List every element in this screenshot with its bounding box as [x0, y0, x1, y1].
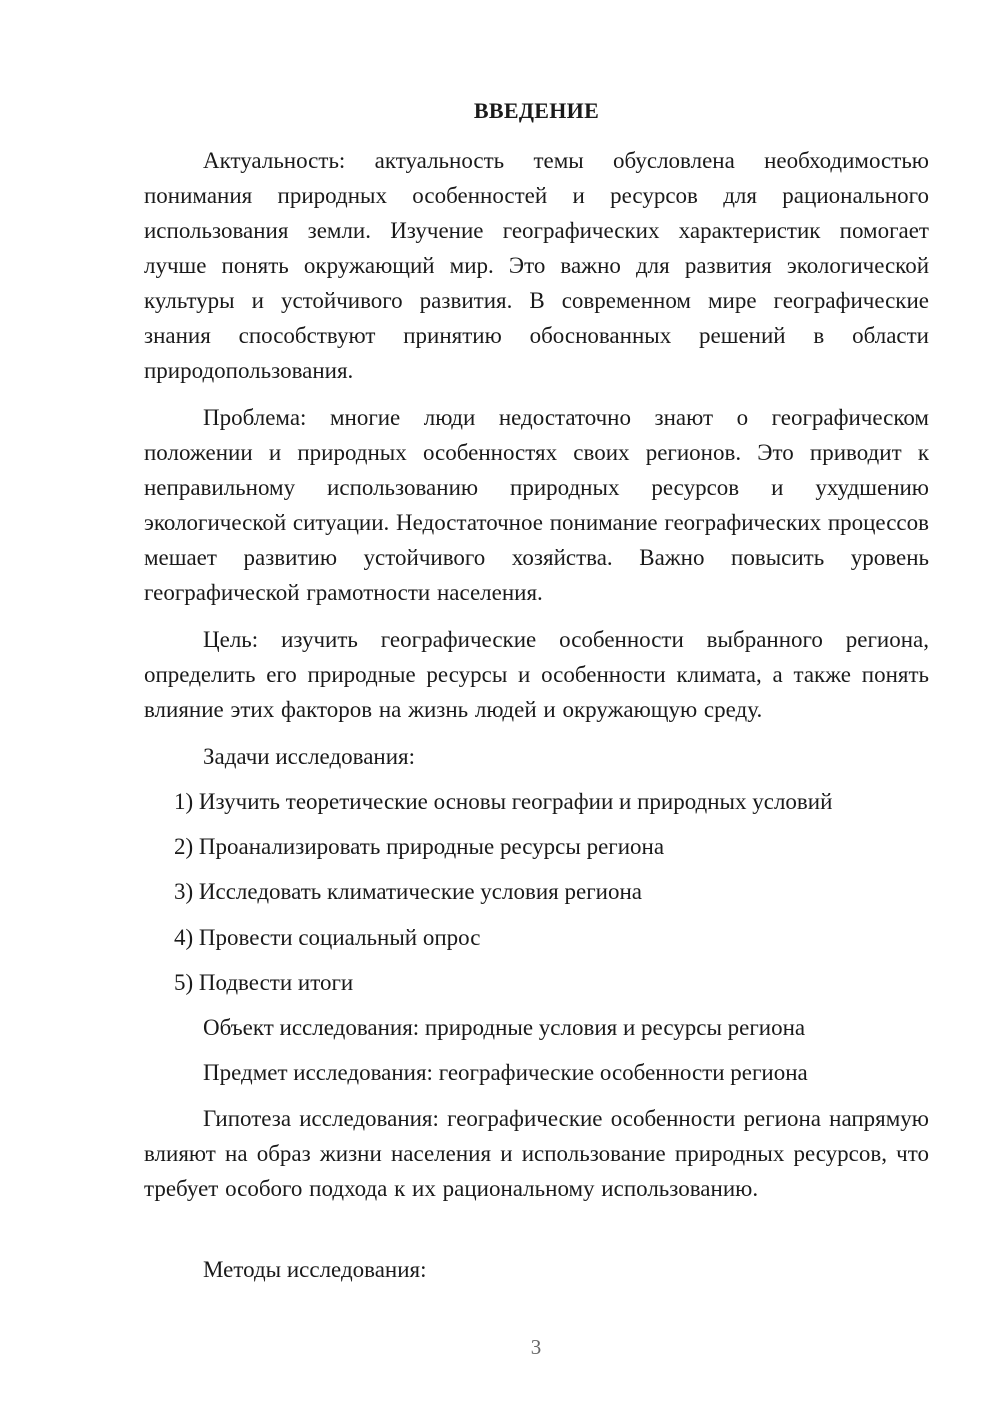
hypothesis-paragraph: Гипотеза исследования: географические особенности региона напрямую влияют на образ жизни населения и использование природных ресурсов, что требует особого подхода к их рациональному использованию.: [144, 1106, 929, 1201]
task-item: 1) Изучить теоретические основы географии и природных условий: [174, 789, 833, 814]
task-item: 4) Провести социальный опрос: [174, 925, 481, 950]
task-item: 2) Проанализировать природные ресурсы региона: [174, 834, 665, 859]
research-object: Объект исследования: природные условия и ресурсы региона: [203, 1015, 806, 1040]
page-number: 3: [530, 1335, 542, 1359]
problem-paragraph: Проблема: многие люди недостаточно знают о географическом положении и природных особенностях своих регионов. Это приводит к неправильному использованию природных ресурсов и ухудшению экологической ситуации. Недостаточное понимание географических процессов мешает развитию устойчивого хозяйства. Важно повысить уровень географической грамотности населения.: [144, 405, 929, 605]
task-item: 3) Исследовать климатические условия региона: [174, 879, 642, 904]
relevance-paragraph: Актуальность: актуальность темы обусловлена необходимостью понимания природных особенностей и ресурсов для рационального использования земли. Изучение географических характеристик помогает лучше понять окружающий мир. Это важно для развития экологической культуры и устойчивого развития. В современном мире географические знания способствуют принятию обоснованных решений в области природопользования.: [144, 148, 929, 383]
goal-paragraph: Цель: изучить географические особенности выбранного региона, определить его природные ресурсы и особенности климата, а также понять влияние этих факторов на жизнь людей и окружающую среду.: [144, 627, 929, 722]
section-heading: ВВЕДЕНИЕ: [473, 98, 600, 123]
tasks-title: Задачи исследования:: [203, 744, 416, 769]
methods-title: Методы исследования:: [203, 1257, 427, 1282]
research-subject: Предмет исследования: географические особенности региона: [203, 1060, 808, 1085]
task-item: 5) Подвести итоги: [174, 970, 354, 995]
